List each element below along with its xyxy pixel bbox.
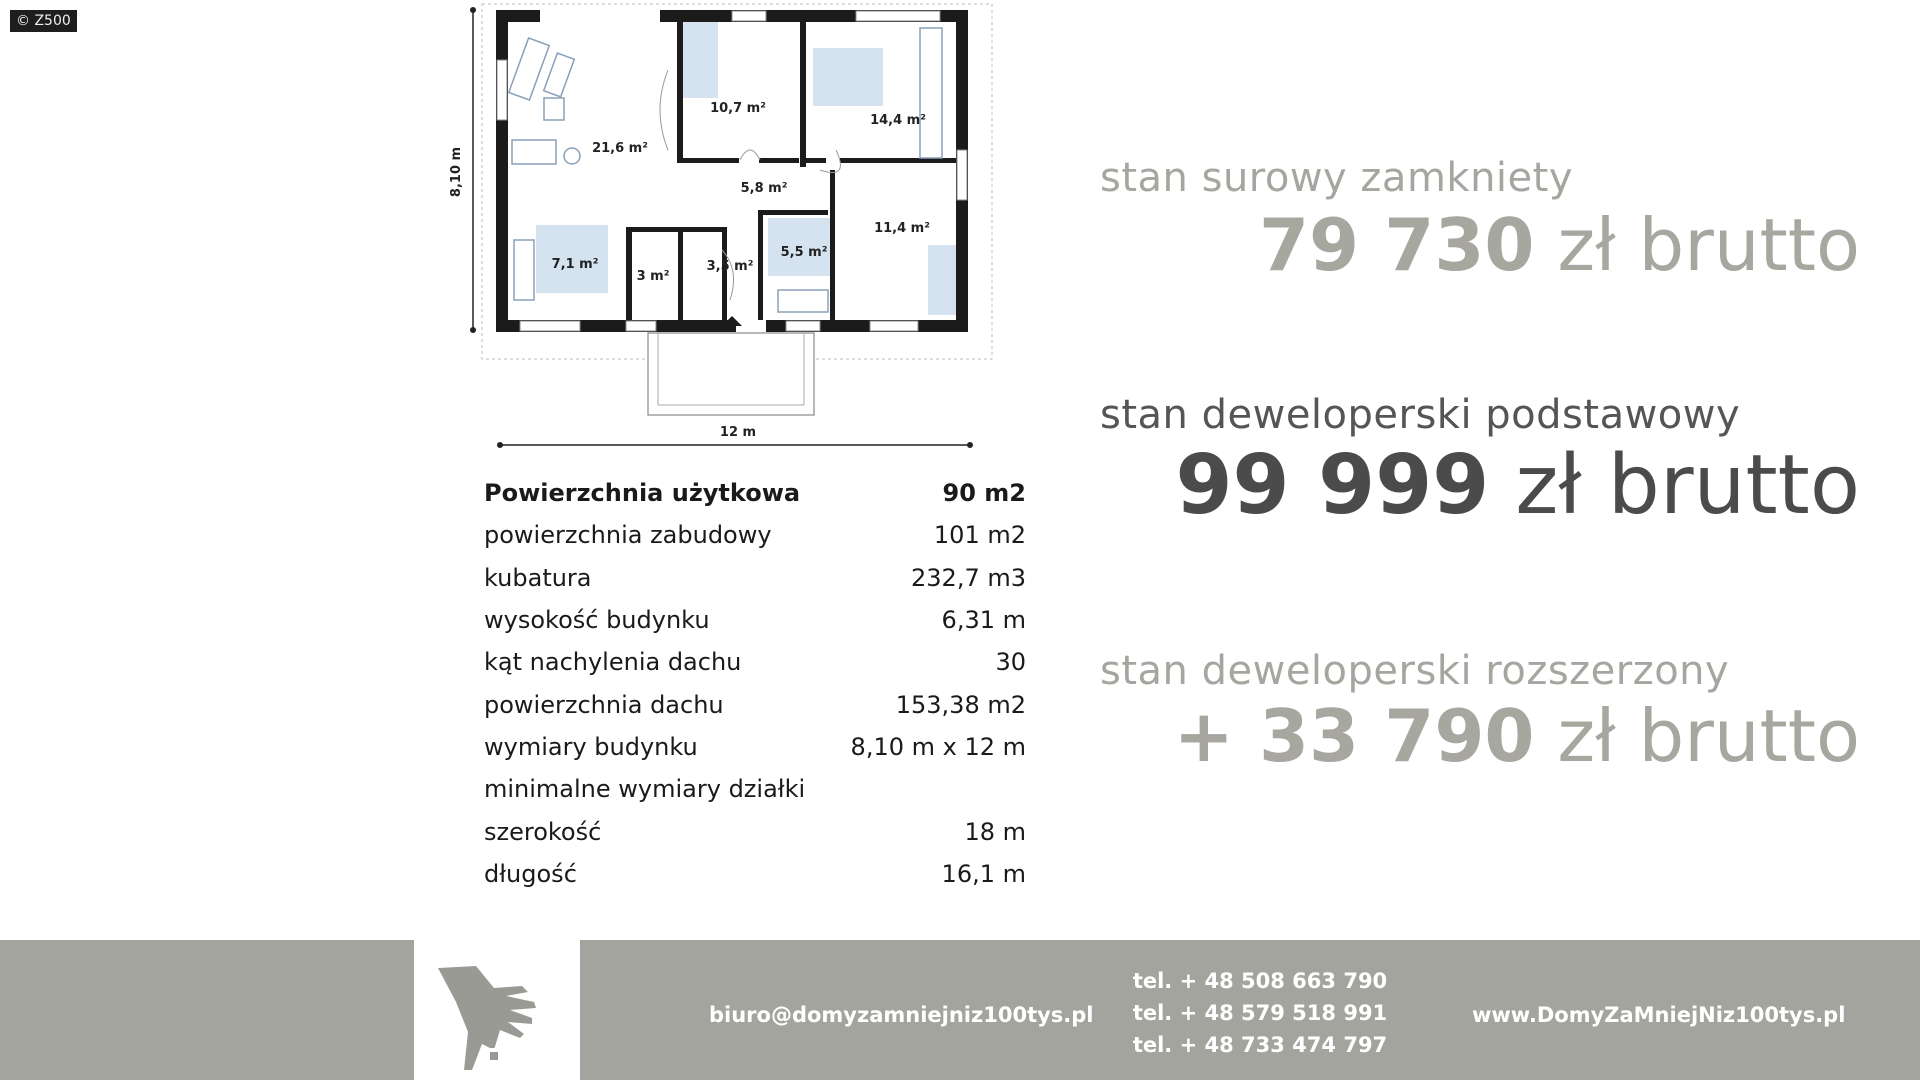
price-label: stan surowy zamkniety <box>1100 155 1573 201</box>
spec-value: 30 <box>995 648 1026 677</box>
spec-row <box>484 810 1026 852</box>
price-unit: zł brutto <box>1489 438 1860 533</box>
price-unit: zł brutto <box>1534 203 1860 287</box>
room-label-living: 21,6 m² <box>592 141 648 156</box>
spec-label: minimalne wymiary działki <box>484 775 806 804</box>
spec-value: 18 m <box>964 817 1026 846</box>
price-block-developer-extended <box>1100 648 1860 778</box>
logo <box>414 940 580 1080</box>
floor-plan <box>440 0 1020 455</box>
spec-row <box>484 599 1026 641</box>
spec-value: 153,38 m2 <box>895 690 1026 719</box>
price-value <box>1100 694 1860 778</box>
spec-row-header <box>484 472 1026 514</box>
building-specs-table <box>484 472 1026 895</box>
spec-label: powierzchnia dachu <box>484 690 724 719</box>
dimension-width-label: 12 m <box>719 425 757 440</box>
spec-value: 232,7 m3 <box>911 563 1026 592</box>
spec-label: szerokość <box>484 817 602 846</box>
price-amount: 79 730 <box>1258 203 1535 287</box>
spec-value: 8,10 m x 12 m <box>850 732 1026 761</box>
price-block-developer-basic <box>1100 392 1860 533</box>
spec-row <box>484 683 1026 725</box>
spec-row <box>484 726 1026 768</box>
room-label-bedroom-large: 14,4 m² <box>870 113 926 128</box>
footer-phone[interactable]: tel. + 48 579 518 991 <box>1132 1001 1388 1025</box>
footer-phone[interactable]: tel. + 48 733 474 797 <box>1132 1033 1388 1057</box>
room-label-storage: 3 m² <box>636 269 670 284</box>
spec-label: kąt nachylenia dachu <box>484 648 742 677</box>
room-label-bedroom-right: 11,4 m² <box>874 221 930 236</box>
room-label-bathroom: 5,5 m² <box>780 245 828 260</box>
spec-label: wymiary budynku <box>484 732 698 761</box>
price-value <box>1100 438 1860 533</box>
room-label-hall: 5,8 m² <box>740 181 788 196</box>
price-amount: + 33 790 <box>1173 694 1535 778</box>
hand-house-logo-icon <box>436 962 560 1072</box>
spec-label: kubatura <box>484 563 592 592</box>
spec-row <box>484 768 1026 810</box>
spec-label: Powierzchnia użytkowa <box>484 479 801 508</box>
price-unit: zł brutto <box>1534 694 1860 778</box>
spec-label: długość <box>484 859 577 888</box>
spec-label: powierzchnia zabudowy <box>484 521 772 550</box>
room-label-entrance: 3,5 m² <box>706 259 754 274</box>
spec-value: 101 m2 <box>933 521 1026 550</box>
price-amount: 99 999 <box>1175 438 1490 533</box>
spec-row <box>484 853 1026 895</box>
room-label-kitchen: 7,1 m² <box>551 257 599 272</box>
dimension-height-label: 8,10 m <box>449 146 464 198</box>
spec-row <box>484 557 1026 599</box>
footer-phone-list <box>1130 965 1390 1061</box>
copyright-watermark: © Z500 <box>10 10 77 32</box>
spec-value: 16,1 m <box>941 859 1026 888</box>
spec-value: 6,31 m <box>941 606 1026 635</box>
spec-value: 90 m2 <box>942 479 1026 508</box>
room-label-bedroom-small: 10,7 m² <box>710 101 766 116</box>
spec-label: wysokość budynku <box>484 606 710 635</box>
footer-phone[interactable]: tel. + 48 508 663 790 <box>1132 969 1388 993</box>
footer-website-link[interactable]: www.DomyZaMniejNiz100tys.pl <box>1472 1003 1846 1027</box>
price-value <box>1100 203 1860 287</box>
spec-row <box>484 514 1026 556</box>
price-label: stan deweloperski rozszerzony <box>1100 648 1730 694</box>
price-label: stan deweloperski podstawowy <box>1100 392 1741 438</box>
footer-email-link[interactable]: biuro@domyzamniejniz100tys.pl <box>709 1003 1094 1027</box>
spec-row <box>484 641 1026 683</box>
price-block-closed-shell <box>1100 155 1860 287</box>
